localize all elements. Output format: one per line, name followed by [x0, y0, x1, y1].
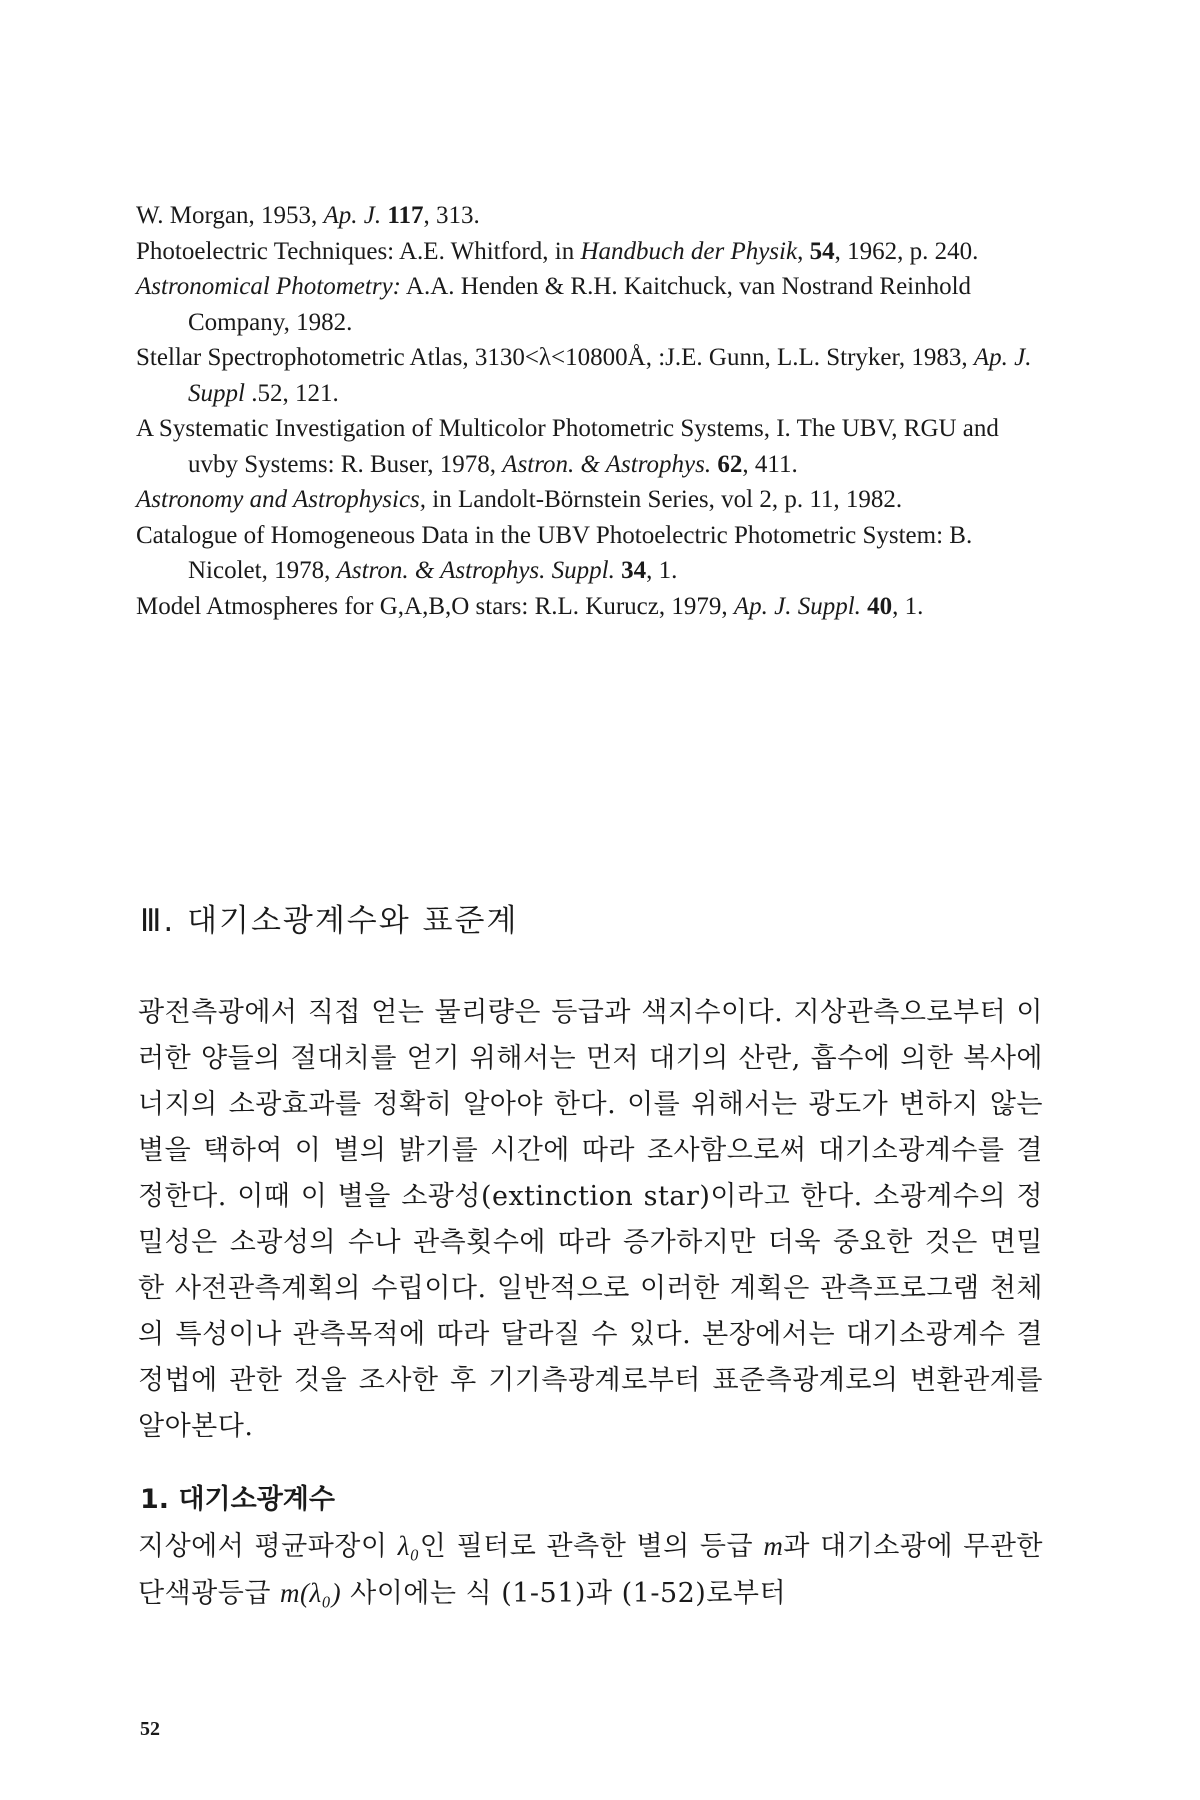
subsection-text-1: 지상에서 평균파장이 — [138, 1531, 398, 1562]
magnitude-symbol: m — [763, 1531, 784, 1561]
reference-text: 40 — [867, 592, 893, 620]
reference-text: Catalogue of Homogeneous Data in the UBV Photoelectric Photometric System: B. Nicolet, 1978, — [136, 521, 973, 584]
reference-text: Ap. J. — [323, 202, 382, 229]
reference-text: in Landolt-Börnstein Series, vol 2, p. 11, 1982. — [426, 486, 903, 513]
reference-text: 34 — [621, 557, 647, 584]
reference-text: , 313. — [423, 202, 480, 229]
lambda-zero-symbol: λ₀ — [397, 1531, 420, 1561]
reference-text: A.A. Henden & R.H. Kaitchuck, van Nostrand Reinhold Company, 1982. — [188, 273, 972, 336]
reference-item — [136, 198, 1036, 234]
reference-text: Model Atmospheres for G,A,B,O stars: R.L. Kurucz, 1979, — [136, 592, 734, 620]
reference-item — [136, 234, 1036, 270]
monochromatic-magnitude-symbol: m(λ₀) — [280, 1578, 342, 1608]
reference-text: Photoelectric Techniques: A.E. Whitford, in — [136, 237, 581, 265]
reference-text: Ap. J. Suppl. — [733, 592, 861, 620]
subsection-text-2: 인 필터로 관측한 별의 등급 — [419, 1531, 764, 1562]
reference-text: Stellar Spectrophotometric Atlas, 3130<λ<10800Å, :J.E. Gunn, L.L. Stryker, 1983, — [136, 344, 974, 371]
subsection-paragraph — [138, 1523, 1043, 1617]
reference-item — [136, 589, 1036, 625]
reference-item — [136, 269, 1036, 340]
reference-text: .52, 121. — [244, 379, 339, 407]
reference-item — [136, 518, 1036, 589]
subsection-text-4: 사이에는 식 (1-51)과 (1-52)로부터 — [341, 1578, 787, 1609]
reference-text: Astron. & Astrophys. Suppl. — [336, 557, 615, 584]
section-paragraph: 광전측광에서 직접 얻는 물리량은 등급과 색지수이다. 지상관측으로부터 이러한 양들의 절대치를 얻기 위해서는 먼저 대기의 산란, 흡수에 의한 복사에너지의 소광효과를 정확히 알아야 한다. 이를 위해서는 광도가 변하지 않는 별을 택하여 이 별의 밝기를 시간에 따라 조사함으로써 대기소광계수를 결정한다. 이때 이 별을 소광성(extinction star)이라고 한다. 소광계수의 정밀성은 소광성의 수나 관측횟수에 따라 증가하지만 더욱 중요한 것은 면밀한 사전관측계획의 수립이다. 일반적으로 이러한 계획은 관측프로그램 천체의 특성이나 관측목적에 따라 달라질 수 있다. 본장에서는 대기소광계수 결정법에 관한 것을 조사한 후 기기측광계로부터 표준측광계로의 변환관계를 알아본다. — [138, 997, 1043, 1442]
reference-text: Astron. & Astrophys. — [502, 450, 712, 478]
reference-text: Astronomy and Astrophysics, — [136, 486, 427, 513]
reference-text: , 1962, p. 240. — [834, 237, 979, 265]
reference-list — [136, 198, 1036, 624]
reference-text: , — [797, 237, 810, 265]
reference-text: W. Morgan, 1953, — [136, 202, 324, 229]
reference-text: , 411. — [742, 450, 798, 478]
reference-text: 54 — [809, 237, 835, 265]
reference-item — [136, 411, 1036, 482]
reference-text: , 1. — [892, 592, 924, 620]
reference-item — [136, 482, 1036, 518]
page-number: 52 — [140, 1718, 160, 1740]
reference-text: , 1. — [646, 557, 678, 584]
reference-text: Ap. J. Suppl — [188, 344, 1032, 407]
reference-text: Astronomical Photometry: — [136, 273, 402, 300]
reference-text: A Systematic Investigation of Multicolor Photometric Systems, I. The UBV, RGU and uvby Systems: R. Buser, 1978, — [136, 415, 999, 478]
section-title: Ⅲ. 대기소광계수와 표준계 — [140, 903, 519, 939]
reference-text: Handbuch der Physik — [580, 237, 798, 265]
reference-item — [136, 340, 1036, 411]
reference-text: 117 — [387, 202, 424, 229]
reference-text: 62 — [717, 450, 743, 478]
subsection-title: 1. 대기소광계수 — [140, 1484, 335, 1515]
subsection-text-3: 과 대기소광에 무관한 단색광등급 — [138, 1531, 1043, 1609]
